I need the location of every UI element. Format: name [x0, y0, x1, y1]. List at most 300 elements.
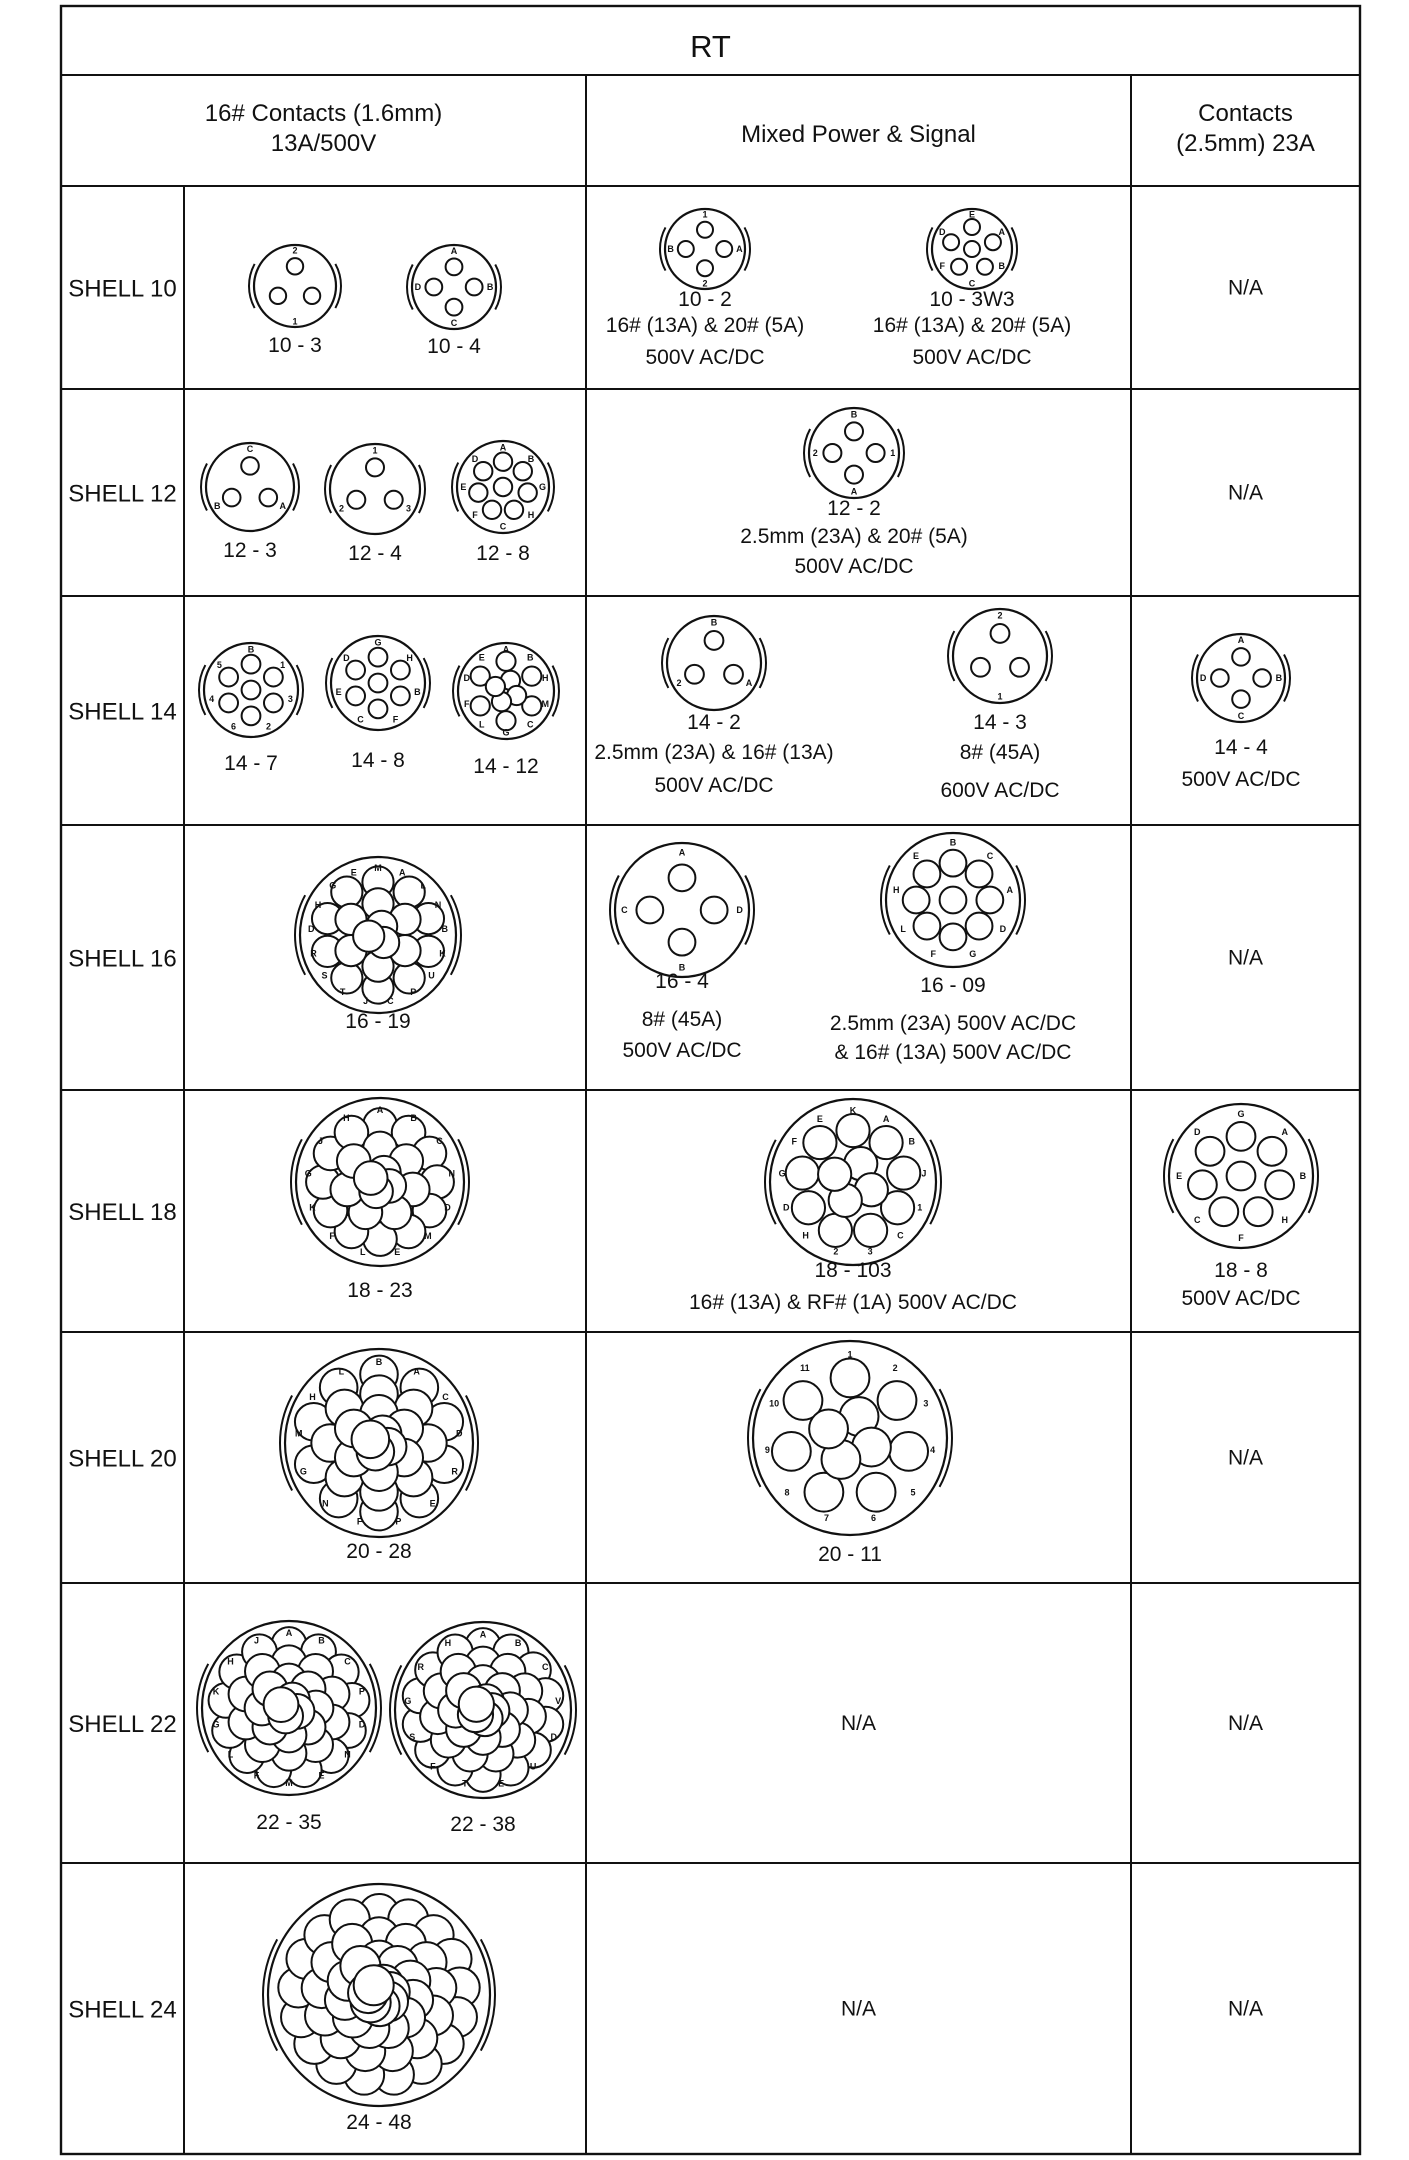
pin-label: B: [318, 1635, 325, 1646]
pin-label: H: [314, 900, 322, 911]
header-col1-line2: 13A/500V: [270, 130, 377, 157]
connector-14-2: [594, 616, 833, 797]
pin-label: D: [736, 905, 743, 915]
pin-label: J: [318, 1135, 324, 1146]
pin-label: N: [322, 1498, 329, 1509]
connector-spec-line: & 16# (13A) 500V AC/DC: [834, 1041, 1072, 1064]
pin-label: E: [912, 850, 919, 861]
pin-label: M: [294, 1428, 303, 1439]
contact-cavity: [964, 241, 980, 257]
pin-label: H: [527, 509, 535, 520]
pin-label: A: [376, 1104, 384, 1115]
connector-spec-line: 500V AC/DC: [1181, 768, 1301, 791]
connector-label: 14 - 3: [973, 711, 1027, 734]
pin-label: E: [460, 482, 467, 492]
connector-14-12: [453, 643, 559, 778]
pin-label: B: [998, 261, 1006, 272]
contact-cavity: [831, 1358, 870, 1397]
connector-label: 16 - 19: [345, 1010, 411, 1033]
contact-cavity: [943, 234, 959, 250]
shell-size-label: SHELL 20: [68, 1445, 177, 1473]
connector-spec-line: 8# (45A): [641, 1008, 723, 1031]
pin-label: H: [893, 884, 900, 895]
pin-label: H: [1281, 1214, 1289, 1225]
pin-label: H: [343, 1113, 350, 1124]
connector-label: 24 - 48: [346, 2111, 412, 2134]
pin-label: D: [1193, 1127, 1201, 1138]
contact-cavity: [241, 457, 259, 475]
pin-label: U: [529, 1761, 537, 1772]
contact-cavity: [669, 864, 696, 891]
connector-label: 12 - 4: [348, 542, 402, 565]
contact-cavity: [346, 687, 365, 706]
pin-label: E: [394, 1247, 401, 1258]
pin-label: 9: [764, 1444, 770, 1455]
pin-label: C: [344, 1656, 351, 1667]
pin-label: B: [527, 454, 535, 465]
pin-label: 1: [847, 1349, 853, 1360]
header-col3-line2: (2.5mm) 23A: [1176, 130, 1315, 157]
contact-cavity: [772, 1432, 811, 1471]
connector-label: 18 - 103: [814, 1259, 892, 1282]
contact-cavity: [867, 444, 885, 462]
not-available: N/A: [1227, 481, 1264, 505]
pin-label: S: [321, 970, 328, 981]
pin-label: D: [343, 652, 350, 663]
pin-label: 1: [280, 659, 286, 670]
contact-cavity: [940, 923, 967, 950]
pin-label: C: [986, 850, 994, 861]
not-available: N/A: [1227, 1712, 1264, 1735]
connector-12-4: [325, 444, 425, 565]
pin-label: M: [374, 862, 382, 873]
pin-label: A: [502, 644, 510, 655]
pin-label: A: [1006, 884, 1013, 895]
pin-label: B: [1299, 1171, 1307, 1181]
pin-label: 8: [784, 1487, 790, 1498]
connector-label: 22 - 38: [450, 1813, 516, 1836]
pin-label: 7: [823, 1513, 830, 1524]
pin-label: A: [736, 244, 743, 254]
contact-cavity: [223, 489, 241, 507]
contact-cavity: [697, 222, 713, 238]
contact-cavity: [385, 491, 403, 509]
contact-cavity: [903, 887, 930, 914]
pin-label: D: [1199, 673, 1207, 683]
contact-cavity: [369, 648, 388, 667]
contact-cavity: [1211, 669, 1229, 687]
pin-label: L: [478, 719, 485, 730]
shell-size-label: SHELL 10: [68, 275, 177, 303]
contact-cavity: [977, 259, 993, 275]
connector-label: 12 - 8: [476, 542, 530, 565]
connector-label: 14 - 2: [687, 711, 741, 734]
pin-label: B: [1275, 673, 1283, 683]
connector-10-4: [407, 245, 501, 358]
connector-label: 22 - 35: [256, 1811, 322, 1834]
pin-label: F: [356, 1516, 363, 1527]
connector-14-3: [940, 609, 1059, 802]
not-available: N/A: [1227, 1997, 1264, 2021]
contact-cavity: [242, 706, 261, 725]
connector-label: 14 - 4: [1214, 736, 1268, 759]
contact-cavity: [857, 1473, 896, 1512]
contact-cavity: [685, 665, 704, 684]
connector-16-4: [610, 843, 754, 1062]
pin-label: H: [444, 1637, 452, 1648]
pin-label: D: [444, 1202, 451, 1213]
contact-cavity: [854, 1214, 887, 1247]
pin-label: A: [998, 226, 1006, 237]
contact-cavity: [259, 489, 277, 507]
pin-label: E: [350, 867, 357, 878]
connector-label: 20 - 28: [346, 1540, 412, 1563]
pin-label: F: [472, 509, 478, 520]
pin-label: V: [555, 1695, 562, 1706]
contact-cavity: [352, 1421, 390, 1459]
pin-label: 3: [867, 1246, 873, 1257]
pin-label: B: [850, 409, 858, 420]
pin-label: C: [897, 1230, 904, 1241]
pin-label: A: [285, 1628, 293, 1639]
contact-cavity: [889, 1432, 928, 1471]
pin-label: U: [428, 970, 435, 981]
header-col2: Mixed Power & Signal: [741, 121, 976, 148]
pin-label: 4: [209, 693, 215, 704]
contact-cavity: [287, 258, 303, 274]
pin-label: 10: [769, 1398, 780, 1409]
pin-label: R: [417, 1662, 424, 1673]
contact-cavity: [786, 1156, 819, 1189]
connector-18-23: [291, 1098, 469, 1302]
pin-label: B: [678, 962, 686, 973]
pin-label: A: [882, 1113, 890, 1124]
shell-size-label: SHELL 14: [68, 698, 177, 726]
connector-spec-line: 16# (13A) & 20# (5A): [605, 314, 805, 337]
connector-label: 10 - 3: [268, 334, 322, 357]
pin-label: S: [409, 1731, 416, 1742]
connector-10-3: [249, 245, 341, 357]
pin-label: G: [404, 1695, 412, 1706]
connector-label: 14 - 8: [351, 749, 405, 772]
pin-label: H: [309, 1392, 316, 1403]
not-available: N/A: [840, 1997, 877, 2021]
contact-cavity: [494, 478, 512, 496]
contact-cavity: [678, 241, 694, 257]
pin-label: 6: [870, 1513, 877, 1524]
pin-label: D: [307, 923, 315, 934]
pin-label: B: [667, 244, 674, 254]
pin-label: M: [541, 698, 550, 709]
contact-cavity: [353, 921, 384, 952]
contact-cavity: [242, 681, 261, 700]
contact-cavity: [219, 668, 238, 687]
shell-size-label: SHELL 16: [68, 945, 177, 973]
contact-cavity: [369, 699, 388, 718]
pin-label: F: [1238, 1232, 1244, 1243]
connector-10-2: [606, 209, 804, 369]
contact-cavity: [809, 1410, 848, 1449]
contact-cavity: [1232, 690, 1250, 708]
connector-spec-line: 16# (13A) & 20# (5A): [872, 314, 1072, 337]
pin-label: 1: [292, 316, 298, 327]
pin-label: L: [900, 923, 906, 934]
contact-cavity: [1258, 1137, 1287, 1166]
contact-cavity: [1265, 1170, 1294, 1199]
contact-cavity: [724, 665, 743, 684]
pin-label: C: [1193, 1214, 1201, 1225]
contact-cavity: [354, 1161, 388, 1195]
contact-cavity: [887, 1156, 920, 1189]
pin-label: 2: [997, 610, 1003, 621]
pin-label: G: [374, 637, 382, 648]
connector-14-7: [199, 643, 303, 775]
connector-12-3: [201, 443, 299, 562]
connector-16-19: [295, 857, 461, 1033]
pin-label: 2: [892, 1362, 898, 1373]
connector-16-09: [830, 833, 1076, 1064]
pin-label: A: [1237, 635, 1245, 646]
connector-label: 10 - 3W3: [929, 288, 1015, 311]
pin-label: C: [442, 1392, 449, 1403]
contact-cavity: [971, 658, 990, 677]
contact-cavity: [505, 501, 523, 519]
contact-cavity: [1244, 1197, 1273, 1226]
contact-cavity: [966, 861, 993, 888]
contact-cavity: [914, 913, 941, 940]
connector-12-2: [740, 408, 968, 578]
contact-cavity: [636, 897, 663, 924]
contact-cavity: [914, 861, 941, 888]
pin-label: 2: [266, 721, 272, 732]
pin-label: M: [424, 1231, 432, 1242]
contact-cavity: [446, 299, 463, 316]
pin-label: A: [450, 245, 458, 256]
pin-label: C: [246, 444, 254, 455]
shell-size-label: SHELL 22: [68, 1711, 177, 1738]
pin-label: B: [410, 1113, 417, 1124]
pin-label: J: [921, 1168, 927, 1179]
pin-label: J: [254, 1635, 260, 1646]
pin-label: G: [1237, 1109, 1245, 1120]
pin-label: F: [930, 949, 937, 960]
contact-cavity: [394, 962, 425, 993]
pin-label: P: [395, 1516, 402, 1527]
pin-label: F: [430, 1761, 436, 1772]
contact-cavity: [514, 462, 532, 480]
not-available: N/A: [1227, 1446, 1264, 1470]
pin-label: H: [227, 1656, 234, 1667]
contact-cavity: [819, 1214, 852, 1247]
pin-label: M: [285, 1777, 293, 1788]
pin-label: G: [778, 1168, 786, 1179]
pin-label: N: [434, 900, 442, 911]
pin-label: B: [213, 500, 221, 511]
connector-label: 20 - 11: [818, 1543, 882, 1566]
connector-spec-line: 500V AC/DC: [1181, 1287, 1301, 1310]
pin-label: G: [502, 727, 510, 738]
contact-cavity: [486, 677, 505, 696]
pin-label: G: [969, 949, 977, 960]
connector-spec-line: 8# (45A): [959, 741, 1041, 764]
contact-cavity: [369, 674, 388, 693]
pin-label: E: [429, 1498, 436, 1509]
pin-label: L: [227, 1749, 234, 1760]
not-available: N/A: [1227, 946, 1264, 970]
pin-label: 6: [230, 721, 236, 732]
contact-cavity: [803, 1126, 836, 1159]
contact-cavity: [792, 1191, 825, 1224]
connector-label: 10 - 2: [678, 288, 732, 311]
pin-label: 2: [292, 245, 298, 256]
connector-10-3W3: [873, 209, 1071, 369]
connector-22-38: [390, 1622, 576, 1836]
contact-cavity: [391, 687, 410, 706]
pin-label: N: [344, 1749, 351, 1760]
connector-18-103: [689, 1099, 1017, 1314]
shell-size-label: SHELL 18: [68, 1199, 177, 1226]
connector-spec-line: 2.5mm (23A) & 16# (13A): [594, 741, 834, 764]
contact-cavity: [669, 929, 696, 956]
pin-label: R: [310, 948, 317, 959]
connector-22-35: [197, 1621, 381, 1834]
table-title: RT: [690, 29, 731, 64]
contact-cavity: [951, 259, 967, 275]
connector-spec-line: 500V AC/DC: [654, 774, 774, 797]
pin-label: 1: [702, 209, 708, 220]
pin-label: A: [678, 847, 686, 858]
pin-label: R: [451, 1466, 458, 1477]
pin-label: K: [849, 1105, 857, 1116]
contact-cavity: [391, 661, 410, 680]
pin-label: D: [463, 673, 470, 684]
contact-cavity: [242, 655, 261, 674]
connector-label: 16 - 4: [655, 970, 709, 993]
contact-cavity: [459, 1687, 494, 1722]
pin-label: 2: [676, 678, 682, 689]
pin-label: F: [939, 261, 945, 272]
pin-label: B: [441, 923, 449, 934]
connector-spec-line: 2.5mm (23A) & 20# (5A): [740, 525, 968, 548]
pin-label: 4: [930, 1444, 936, 1455]
contact-cavity: [940, 850, 967, 877]
pin-label: 1: [890, 448, 896, 458]
connector-label: 14 - 7: [224, 752, 278, 775]
pin-label: A: [413, 1366, 420, 1377]
contact-cavity: [976, 887, 1003, 914]
pin-label: G: [212, 1719, 220, 1730]
pin-label: C: [1237, 710, 1245, 721]
pin-label: D: [456, 1428, 463, 1439]
pin-label: A: [499, 442, 507, 453]
not-available: N/A: [840, 1712, 877, 1735]
pin-label: E: [498, 1778, 505, 1789]
pin-label: C: [621, 905, 628, 915]
contact-cavity: [219, 694, 238, 713]
contact-cavity: [845, 466, 863, 484]
pin-label: 5: [216, 659, 222, 670]
contact-cavity: [1188, 1170, 1217, 1199]
pin-label: B: [710, 617, 718, 628]
pin-label: F: [253, 1770, 260, 1781]
contact-cavity: [471, 696, 490, 715]
connector-spec-line: 600V AC/DC: [940, 779, 1060, 802]
pin-label: A: [279, 500, 287, 511]
pin-label: P: [358, 1686, 365, 1697]
connector-14-8: [326, 636, 430, 772]
connector-label: 18 - 8: [1214, 1259, 1268, 1282]
pin-label: L: [359, 1247, 366, 1258]
pin-label: E: [478, 652, 485, 663]
contact-cavity: [964, 219, 980, 235]
connector-24-48: [263, 1884, 495, 2134]
contact-cavity: [331, 962, 362, 993]
pin-label: 11: [800, 1362, 810, 1373]
connector-label: 12 - 2: [827, 497, 881, 520]
pin-label: B: [486, 282, 494, 292]
pin-label: G: [299, 1466, 307, 1477]
pin-label: D: [938, 226, 946, 237]
pin-label: 2: [338, 503, 344, 514]
contact-cavity: [446, 258, 463, 275]
pin-label: E: [318, 1770, 325, 1781]
pin-label: D: [783, 1202, 790, 1213]
pin-label: K: [212, 1686, 220, 1697]
contact-cavity: [264, 668, 283, 687]
contact-cavity: [425, 279, 442, 296]
pin-label: 3: [923, 1398, 929, 1409]
header-col3-line1: Contacts: [1198, 100, 1293, 127]
pin-label: 5: [910, 1487, 916, 1498]
pin-label: E: [968, 209, 976, 220]
pin-label: 3: [287, 693, 293, 704]
connector-drawings: [197, 209, 1318, 2134]
pin-label: G: [304, 1168, 312, 1179]
contact-cavity: [469, 483, 487, 501]
pin-label: F: [791, 1136, 798, 1147]
pin-label: D: [550, 1731, 558, 1742]
pin-label: G: [539, 482, 547, 492]
connector-spec-line: 500V AC/DC: [622, 1039, 742, 1062]
pin-label: D: [414, 282, 422, 292]
pin-label: A: [398, 867, 406, 878]
contact-cavity: [1209, 1197, 1238, 1226]
pin-label: N: [448, 1168, 455, 1179]
pin-label: P: [410, 987, 417, 998]
contact-cavity: [966, 913, 993, 940]
pin-label: C: [499, 521, 507, 532]
pin-label: L: [420, 880, 426, 891]
connector-spec-line: 500V AC/DC: [794, 555, 914, 578]
pin-label: D: [999, 923, 1007, 934]
contact-cavity: [705, 631, 724, 650]
pin-label: F: [392, 714, 399, 725]
pin-label: E: [335, 686, 342, 697]
contact-cavity: [483, 501, 501, 519]
pin-label: B: [527, 652, 534, 663]
contact-cavity: [518, 483, 536, 501]
connector-label: 10 - 4: [427, 335, 481, 358]
pin-label: G: [329, 880, 337, 891]
contact-cavity: [474, 462, 492, 480]
pin-label: H: [542, 673, 549, 684]
contact-cavity: [701, 897, 728, 924]
pin-label: A: [745, 678, 753, 689]
pin-label: B: [949, 837, 957, 848]
pin-label: C: [436, 1135, 443, 1146]
pin-label: C: [542, 1662, 549, 1673]
pin-label: A: [479, 1629, 487, 1640]
